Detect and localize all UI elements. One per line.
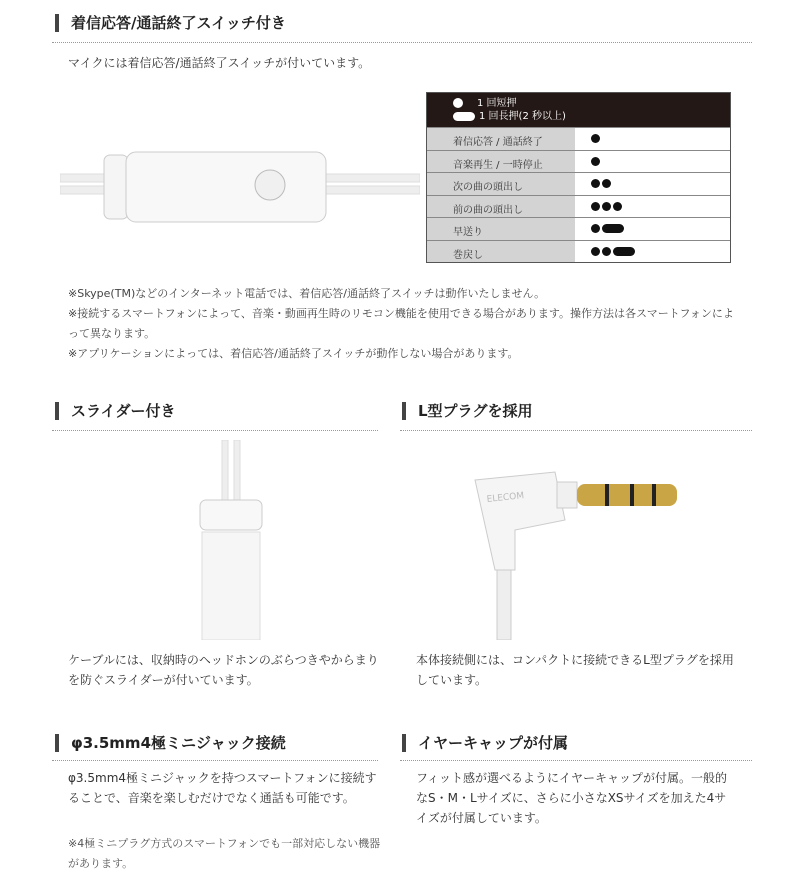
action-label: 早送り [427, 218, 575, 240]
divider [400, 430, 752, 431]
jack-text: φ3.5mm4極ミニジャックを持つスマートフォンに接続することで、音楽を楽しむだけでなく通話も可能です。 [68, 771, 377, 805]
brand-logo: ELECOM [486, 491, 525, 505]
press-pattern [575, 218, 730, 240]
section-title-jack: φ3.5mm4極ミニジャック接続 [55, 734, 286, 752]
short-press-icon [453, 98, 463, 108]
short-press-icon [591, 157, 600, 166]
section-title-eartips: イヤーキャップが付属 [402, 734, 568, 752]
long-press-icon [453, 112, 475, 121]
legend-short: 1 回短押 [477, 98, 517, 109]
plug-text: 本体接続側には、コンパクトに接続できるL型プラグを採用しています。 [416, 653, 734, 687]
divider [52, 430, 378, 431]
press-pattern [575, 173, 730, 195]
short-press-icon [602, 247, 611, 256]
section-title-slider: スライダー付き [55, 402, 176, 420]
press-pattern [575, 241, 730, 263]
switch-operation-table [426, 92, 731, 263]
slider-text: ケーブルには、収納時のヘッドホンのぶらつきやからまりを防ぐスライダーが付いています。 [68, 653, 379, 687]
long-press-icon [602, 224, 624, 233]
press-pattern [575, 151, 730, 173]
action-label: 着信応答 / 通話終了 [427, 128, 575, 150]
table-row [427, 172, 730, 195]
short-press-icon [613, 202, 622, 211]
short-press-icon [591, 224, 600, 233]
section-title-plug: L型プラグを採用 [402, 402, 533, 420]
switch-description: マイクには着信応答/通話終了スイッチが付いています。 [68, 56, 371, 70]
eartips-text: フィット感が選べるようにイヤーキャップが付属。一般的なS・M・Lサイズに、さらに小さなXSサイズを加えた4サイズが付属しています。 [416, 771, 728, 825]
legend-long: 1 回長押(2 秒以上) [479, 111, 566, 122]
section-title-switch: 着信応答/通話終了スイッチ付き [55, 14, 286, 32]
divider [52, 42, 752, 43]
jack-note: ※4極ミニプラグ方式のスマートフォンでも一部対応しない機器があります。 [68, 837, 381, 870]
table-row [427, 217, 730, 240]
divider [52, 760, 378, 761]
long-press-icon [613, 247, 635, 256]
short-press-icon [602, 202, 611, 211]
switch-notes [68, 284, 738, 364]
note: ※Skype(TM)などのインターネット電話では、着信応答/通話終了スイッチは動作いたしません。 [68, 287, 546, 300]
table-legend [427, 93, 730, 127]
short-press-icon [602, 179, 611, 188]
action-label: 音楽再生 / 一時停止 [427, 151, 575, 173]
table-row [427, 240, 730, 263]
divider [400, 760, 752, 761]
press-pattern [575, 196, 730, 218]
slider-image [150, 440, 330, 640]
short-press-icon [591, 247, 600, 256]
short-press-icon [591, 179, 600, 188]
action-label: 次の曲の頭出し [427, 173, 575, 195]
table-row [427, 127, 730, 150]
note: ※アプリケーションによっては、着信応答/通話終了スイッチが動作しない場合があります。 [68, 347, 519, 360]
press-pattern [575, 128, 730, 150]
table-row [427, 150, 730, 173]
action-label: 巻戻し [427, 241, 575, 263]
table-row [427, 195, 730, 218]
short-press-icon [591, 202, 600, 211]
note: ※接続するスマートフォンによって、音楽・動画再生時のリモコン機能を使用できる場合があります。操作方法は各スマートフォンによって異なります。 [68, 307, 734, 340]
action-label: 前の曲の頭出し [427, 196, 575, 218]
short-press-icon [591, 134, 600, 143]
microphone-remote-image [60, 140, 420, 230]
l-plug-image [455, 460, 695, 640]
